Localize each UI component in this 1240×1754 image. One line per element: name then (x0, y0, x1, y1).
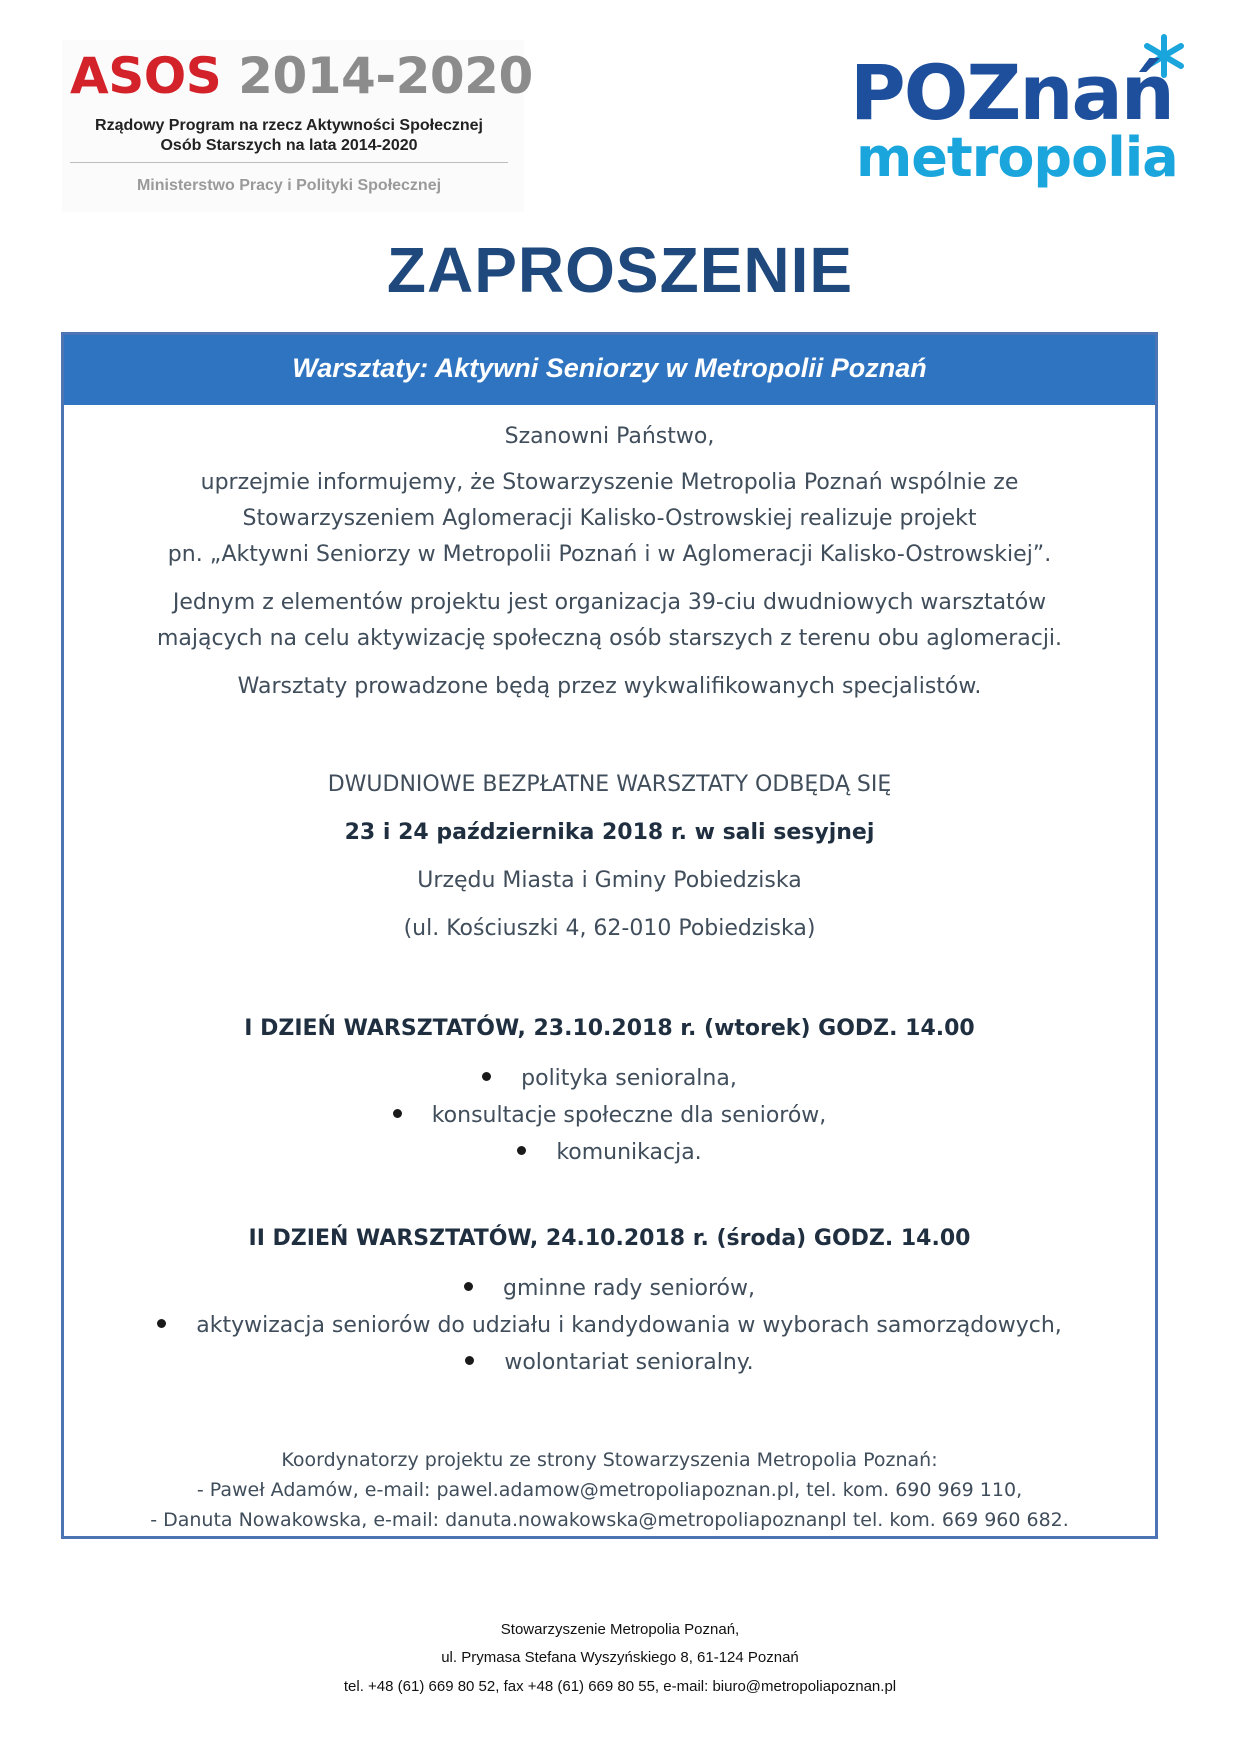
event-address: (ul. Kościuszki 4, 62-010 Pobiedziska) (403, 916, 816, 941)
event-venue: Urzędu Miasta i Gminy Pobiedziska (417, 868, 802, 893)
bullet-icon (157, 1319, 166, 1328)
day2-list-item (64, 1345, 1155, 1381)
bullet-icon (464, 1282, 473, 1291)
asos-logo-subtitle-line1: Rządowy Program na rzecz Aktywności Społecznej (95, 117, 483, 134)
poznan-logo-text: POZnań (850, 48, 1173, 137)
workshop-title: Warsztaty: Aktywni Seniorzy w Metropolii Poznań (292, 353, 927, 383)
asos-logo-title-years: 2014-2020 (238, 47, 533, 105)
bullet-icon (517, 1146, 526, 1155)
day1-item-text: konsultacje społeczne dla seniorów, (431, 1103, 827, 1128)
greeting: Szanowni Państwo, (504, 424, 715, 449)
bullet-icon (482, 1072, 491, 1081)
asos-logo-ministry: Ministerstwo Pracy i Polityki Społecznej (136, 177, 442, 194)
intro-line: uprzejmie informujemy, że Stowarzyszenie Metropolia Poznań wspólnie ze (200, 470, 1019, 495)
day2-item-text: gminne rady seniorów, (503, 1276, 755, 1301)
intro-line: pn. „Aktywni Seniorzy w Metropolii Poznań i w Aglomeracji Kalisko-Ostrowskiej”. (167, 542, 1052, 567)
bullet-icon (393, 1109, 402, 1118)
day1-item-text: komunikacja. (556, 1140, 702, 1165)
asos-logo (62, 40, 533, 212)
event-date: 23 i 24 października 2018 r. w sali sesyjnej (344, 820, 875, 845)
page-title: ZAPROSZENIE (386, 234, 854, 306)
asos-logo-subtitle-line2: Osób Starszych na lata 2014-2020 (160, 137, 418, 154)
asos-logo-title-red: ASOS (70, 47, 222, 105)
specialists-line: Warsztaty prowadzone będą przez wykwalifikowanych specjalistów. (237, 674, 982, 699)
day1-list-item (64, 1061, 1155, 1097)
day1-list-item (64, 1098, 1155, 1134)
metropolia-logo-text: metropolia (856, 126, 1178, 189)
bullet-icon (465, 1356, 474, 1365)
project-element-line: Jednym z elementów projektu jest organizacja 39-ciu dwudniowych warsztatów (172, 590, 1047, 615)
invitation-box-header (64, 335, 1155, 405)
footer-address: ul. Prymasa Stefana Wyszyńskiego 8, 61-124 Poznań (441, 1649, 799, 1666)
footer-organization: Stowarzyszenie Metropolia Poznań, (500, 1621, 740, 1638)
day2-item-text: wolontariat senioralny. (504, 1350, 754, 1375)
project-element-line: mających na celu aktywizację społeczną osób starszych z terenu obu aglomeracji. (156, 626, 1063, 651)
footer-contact: tel. +48 (61) 669 80 52, fax +48 (61) 669 80 55, e-mail: biuro@metropoliapoznan.pl (343, 1678, 897, 1695)
day1-item-text: polityka senioralna, (521, 1066, 737, 1091)
day2-heading: II DZIEŃ WARSZTATÓW, 24.10.2018 r. (środa) GODZ. 14.00 (248, 1226, 971, 1251)
asos-logo-subtitle (70, 116, 508, 156)
coordinator-line: - Paweł Adamów, e-mail: pawel.adamow@metropoliapoznan.pl, tel. kom. 690 969 110, (196, 1479, 1023, 1501)
coordinator-line: - Danuta Nowakowska, e-mail: danuta.nowakowska@metropoliapoznanpl tel. kom. 669 960 682. (150, 1509, 1069, 1531)
day2-item-text: aktywizacja seniorów do udziału i kandydowania w wyborach samorządowych, (196, 1313, 1062, 1338)
intro-line: Stowarzyszeniem Aglomeracji Kalisko-Ostrowskiej realizuje projekt (242, 506, 977, 531)
event-heading: DWUDNIOWE BEZPŁATNE WARSZTATY ODBĘDĄ SIĘ (327, 772, 892, 797)
asos-logo-title (70, 48, 533, 104)
day1-heading: I DZIEŃ WARSZTATÓW, 23.10.2018 r. (wtorek) GODZ. 14.00 (244, 1016, 975, 1041)
invitation-box (61, 332, 1158, 1539)
day1-list-item (64, 1135, 1155, 1171)
poznan-metropolia-logo (850, 34, 1190, 194)
asos-logo-divider (70, 162, 508, 163)
day2-list-item (64, 1308, 1155, 1344)
coordinators-heading: Koordynatorzy projektu ze strony Stowarzyszenia Metropolia Poznań: (281, 1449, 938, 1471)
day2-list-item (64, 1271, 1155, 1307)
